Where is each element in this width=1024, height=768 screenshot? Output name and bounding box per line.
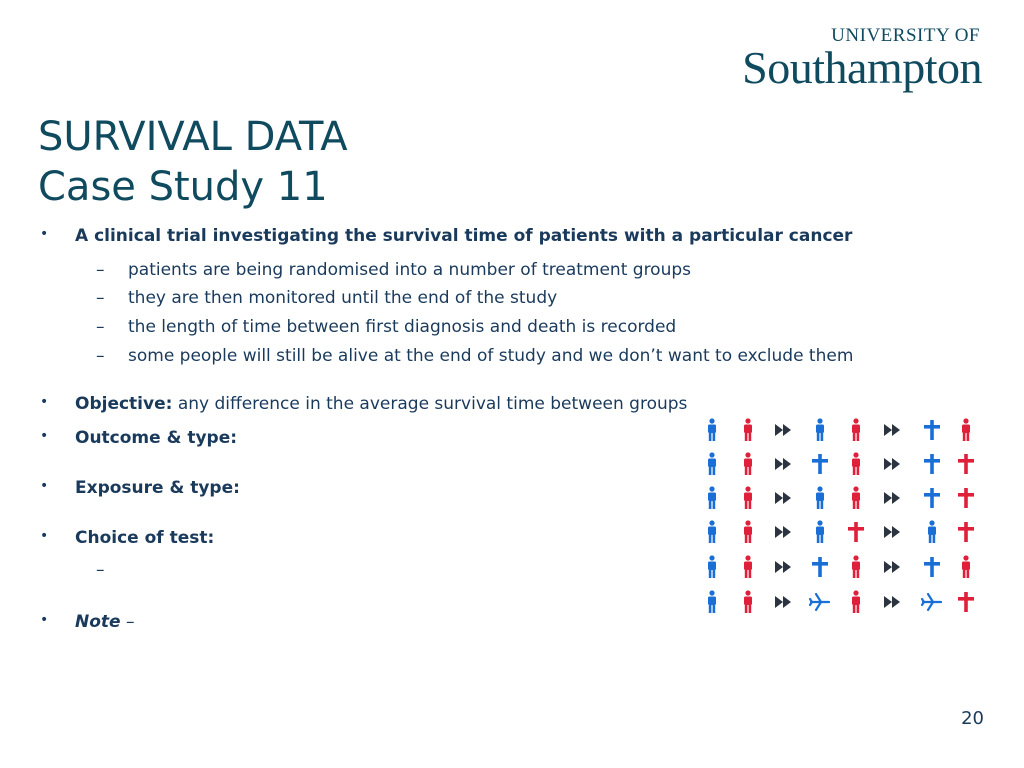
cross-icon [812,557,828,577]
sub-bullet-text: the length of time between first diagnosis and death is recorded [128,317,677,337]
person-icon [816,418,824,441]
fast-forward-icon [884,526,900,538]
bullet-outcome [40,428,440,452]
sub-bullet-alive [96,346,976,370]
fast-forward-icon [775,492,791,504]
person-icon [852,452,860,475]
cross-icon [958,522,974,542]
sub-bullet-text: patients are being randomised into a number of treatment groups [128,260,692,280]
bullet-mark: • [40,226,49,242]
fast-forward-icon [884,561,900,573]
patient-icon-grid [696,413,996,623]
sub-bullet-text: they are then monitored until the end of the study [128,288,558,308]
cross-icon [848,522,864,542]
person-icon [744,418,752,441]
person-icon [708,418,716,441]
dash-mark: – [96,288,105,308]
person-icon [744,520,752,543]
person-icon [928,520,936,543]
fast-forward-icon [884,458,900,470]
cross-icon [924,488,940,508]
person-icon [852,418,860,441]
bullet-mark: • [40,612,49,628]
person-icon [744,555,752,578]
person-icon [852,590,860,613]
dash-mark: – [96,260,105,280]
person-icon [708,555,716,578]
bullet-text: A clinical trial investigating the survival time of patients with a particular cancer [75,226,853,246]
dash-mark: – [96,317,105,337]
cross-icon [924,420,940,440]
person-icon [962,555,970,578]
cross-icon [812,454,828,474]
slide-title [38,112,348,212]
logo-line-2: Southampton [742,42,982,93]
cross-icon [924,557,940,577]
fast-forward-icon [775,458,791,470]
bullet-mark: • [40,478,49,494]
sub-bullet-length [96,317,976,341]
fast-forward-icon [775,596,791,608]
person-icon [708,520,716,543]
person-icon [852,486,860,509]
objective-text: any difference in the average survival time between groups [172,394,688,414]
note-label: Note [75,612,121,632]
cross-icon [958,454,974,474]
university-logo [742,25,982,93]
logo-line-1: UNIVERSITY OF [831,25,980,46]
fast-forward-icon [884,596,900,608]
person-icon [816,520,824,543]
person-icon [708,590,716,613]
fast-forward-icon [775,526,791,538]
plane-icon [810,594,829,610]
fast-forward-icon [884,492,900,504]
dash-mark: – [96,346,105,366]
fast-forward-icon [884,424,900,436]
title-line-2: Case Study 11 [38,164,328,210]
title-line-1: SURVIVAL DATA [38,114,348,160]
cross-icon [958,488,974,508]
sub-bullet-randomised [96,260,976,284]
person-icon [708,452,716,475]
bullet-mark: • [40,428,49,444]
person-icon [744,486,752,509]
bullet-clinical-trial [40,226,940,250]
bullet-exposure [40,478,440,502]
person-icon [744,452,752,475]
bullet-mark: • [40,528,49,544]
choice-label: Choice of test: [75,528,215,548]
dash-mark: – [96,560,105,580]
person-icon [962,418,970,441]
bullet-choice-of-test [40,528,440,552]
person-icon [852,555,860,578]
outcome-label: Outcome & type: [75,428,238,448]
sub-bullet-choice-empty [96,560,196,584]
cross-icon [924,454,940,474]
person-icon [744,590,752,613]
bullet-mark: • [40,394,49,410]
fast-forward-icon [775,561,791,573]
note-text: – [120,612,135,632]
sub-bullet-text: some people will still be alive at the end of study and we don’t want to exclude them [128,346,854,366]
objective-label: Objective: [75,394,173,414]
exposure-label: Exposure & type: [75,478,240,498]
person-icon [816,486,824,509]
plane-icon [922,594,941,610]
sub-bullet-monitored [96,288,976,312]
person-icon [708,486,716,509]
cross-icon [958,592,974,612]
bullet-note [40,612,440,636]
fast-forward-icon [775,424,791,436]
page-number: 20 [961,708,984,729]
patient-icon-grid-svg [696,413,996,623]
